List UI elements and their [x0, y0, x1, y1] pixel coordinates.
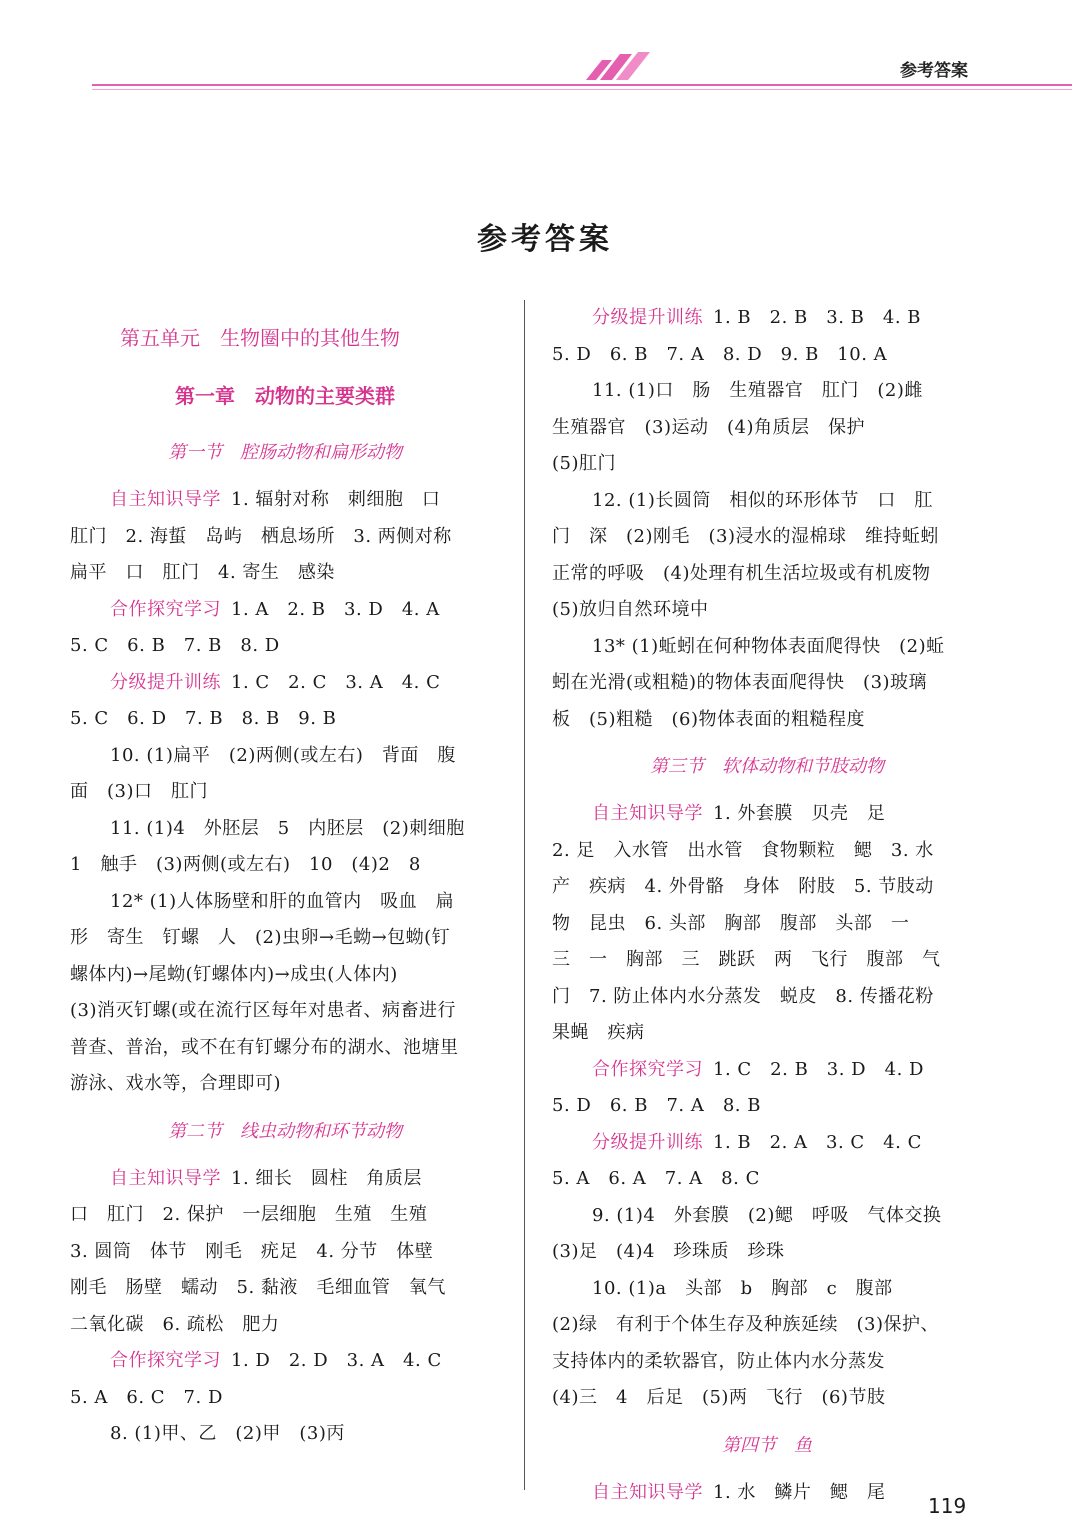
text-line: 蚓在光滑(或粗糙)的物体表面爬得快 (3)玻璃	[552, 672, 928, 693]
text-line: 13* (1)蚯蚓在何种物体表面爬得快 (2)蚯	[592, 635, 945, 657]
text-line: 扁平 口 肛门 4. 寄生 感染	[70, 562, 335, 583]
header-stripes-icon	[586, 50, 656, 84]
chapter-heading: 第一章 动物的主要类群	[175, 384, 395, 408]
text-line: 2. 足 入水管 出水管 食物颗粒 鳃 3. 水	[552, 839, 934, 861]
text-line: 普查、普治，或不在有钉螺分布的湖水、池塘里	[70, 1036, 459, 1058]
text-line: 螺体内)→尾蚴(钉螺体内)→成虫(人体内)	[70, 963, 398, 985]
text-line: 11. (1)口 肠 生殖器官 肛门 (2)雌	[592, 380, 923, 401]
header-label: 参考答案	[900, 61, 968, 81]
text-line: 游泳、戏水等，合理即可)	[70, 1073, 282, 1094]
exercise-label: 合作探究学习	[110, 598, 221, 620]
text-line: 面 (3)口 肛门	[70, 781, 208, 802]
exercise-label: 自主知识导学	[592, 803, 703, 824]
exercise-label: 分级提升训练	[592, 1131, 703, 1153]
text-line: 二氧化碳 6. 疏松 肥力	[70, 1313, 280, 1335]
text-line: 肛门 2. 海蜇 岛屿 栖息场所 3. 两侧对称	[70, 525, 452, 547]
text-line: 3. 圆筒 体节 刚毛 疣足 4. 分节 体壁	[70, 1240, 434, 1262]
text-line: 11. (1)4 外胚层 5 内胚层 (2)刺细胞	[110, 817, 465, 839]
text-line: 5. A 6. A 7. A 8. C	[552, 1168, 760, 1189]
page-number: 119	[928, 1494, 967, 1518]
text-line: 自主知识导学 1. 辐射对称 刺细胞 口	[110, 489, 441, 510]
text-line: 12. (1)长圆筒 相似的环形体节 口 肛	[592, 489, 933, 511]
text-line: 1 触手 (3)两侧(或左右) 10 (4)2 8	[70, 854, 421, 875]
text-line: (3)足 (4)4 珍珠质 珍珠	[552, 1241, 785, 1262]
section-heading-2: 第二节 线虫动物和环节动物	[168, 1120, 402, 1142]
exercise-label: 分级提升训练	[110, 671, 221, 693]
text-line: 三 一 胸部 三 跳跃 两 飞行 腹部 气	[552, 949, 941, 970]
text-line: 形 寄生 钉螺 人 (2)虫卵→毛蚴→包蚴(钉	[70, 927, 451, 948]
exercise-label: 合作探究学习	[592, 1058, 703, 1080]
section-heading-4: 第四节 鱼	[722, 1434, 812, 1456]
text-line: 分级提升训练 1. B 2. A 3. C 4. C	[592, 1131, 922, 1153]
text-line: 5. C 6. B 7. B 8. D	[70, 635, 280, 656]
exercise-label: 自主知识导学	[110, 1167, 221, 1189]
text-line: 自主知识导学 1. 水 鳞片 鳃 尾	[592, 1481, 886, 1503]
text-line: 产 疾病 4. 外骨骼 身体 附肢 5. 节肢动	[552, 876, 934, 897]
exercise-label: 自主知识导学	[592, 1481, 703, 1503]
exercise-label: 自主知识导学	[110, 489, 221, 510]
text-line: 10. (1)扁平 (2)两侧(或左右) 背面 腹	[110, 744, 456, 766]
header-rule	[92, 84, 1072, 86]
right-column	[552, 300, 982, 1511]
text-line: 支持体内的柔软器官，防止体内水分蒸发	[552, 1350, 885, 1372]
header-rule-thin	[92, 89, 1072, 90]
text-line: (4)三 4 后足 (5)两 飞行 (6)节肢	[552, 1387, 886, 1408]
left-column	[70, 300, 500, 1453]
text-line: 5. D 6. B 7. A 8. B	[552, 1095, 761, 1116]
text-line: 门 7. 防止体内水分蒸发 蜕皮 8. 传播花粉	[552, 985, 934, 1007]
text-line: (5)肛门	[552, 453, 616, 474]
text-line: 自主知识导学 1. 外套膜 贝壳 足	[592, 803, 886, 824]
text-line: 板 (5)粗糙 (6)物体表面的粗糙程度	[552, 708, 865, 730]
text-line: (2)绿 有利于个体生存及种族延续 (3)保护、	[552, 1314, 939, 1335]
text-line: 合作探究学习 1. A 2. B 3. D 4. A	[110, 598, 440, 620]
text-line: 物 昆虫 6. 头部 胸部 腹部 头部 一	[552, 912, 910, 934]
page-title: 参考答案	[477, 222, 613, 257]
section-heading-1: 第一节 腔肠动物和扁形动物	[168, 442, 402, 463]
text-line: 门 深 (2)刚毛 (3)浸水的湿棉球 维持蚯蚓	[552, 526, 939, 547]
text-line: 分级提升训练 1. C 2. C 3. A 4. C	[110, 671, 441, 693]
exercise-label: 合作探究学习	[110, 1350, 221, 1371]
text-line: 正常的呼吸 (4)处理有机生活垃圾或有机废物	[552, 562, 931, 584]
text-line: 自主知识导学 1. 细长 圆柱 角质层	[110, 1167, 422, 1189]
text-line: 10. (1)a 头部 b 胸部 c 腹部	[592, 1277, 893, 1299]
section-heading-3: 第三节 软体动物和节肢动物	[650, 756, 884, 777]
text-line: 口 肛门 2. 保护 一层细胞 生殖 生殖	[70, 1204, 428, 1225]
text-line: 5. D 6. B 7. A 8. D 9. B 10. A	[552, 343, 888, 365]
text-line: 分级提升训练 1. B 2. B 3. B 4. B	[592, 307, 921, 328]
text-line: (5)放归自然环境中	[552, 599, 709, 620]
text-line: 12* (1)人体肠壁和肝的血管内 吸血 扁	[110, 890, 455, 912]
text-line: (3)消灭钉螺(或在流行区每年对患者、病畜进行	[70, 1000, 457, 1021]
text-line: 5. C 6. D 7. B 8. B 9. B	[70, 708, 337, 729]
text-line: 合作探究学习 1. D 2. D 3. A 4. C	[110, 1350, 442, 1371]
text-line: 果蝇 疾病	[552, 1022, 645, 1043]
text-line: 合作探究学习 1. C 2. B 3. D 4. D	[592, 1058, 924, 1080]
text-line: 生殖器官 (3)运动 (4)角质层 保护	[552, 416, 865, 438]
text-line: 8. (1)甲、乙 (2)甲 (3)丙	[110, 1423, 345, 1444]
text-line: 9. (1)4 外套膜 (2)鳃 呼吸 气体交换	[592, 1204, 942, 1226]
text-line: 刚毛 肠壁 蠕动 5. 黏液 毛细血管 氧气	[70, 1277, 446, 1298]
unit-heading: 第五单元 生物圈中的其他生物	[120, 326, 400, 350]
column-divider	[524, 300, 525, 1490]
text-line: 5. A 6. C 7. D	[70, 1386, 223, 1408]
exercise-label: 分级提升训练	[592, 307, 703, 328]
